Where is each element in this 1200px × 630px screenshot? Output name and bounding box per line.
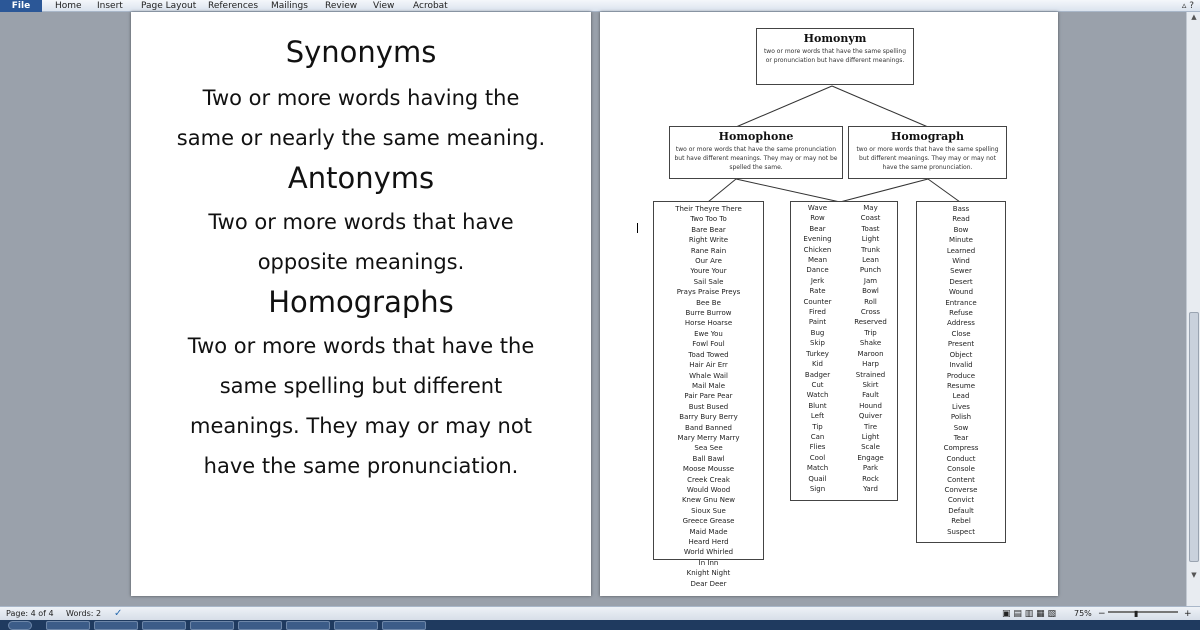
homograph-word: Entrance (945, 298, 977, 307)
homonym-word: Counter (803, 297, 832, 306)
homophone-word: Our Are (695, 257, 722, 266)
homophone-word: Band Banned (685, 423, 732, 432)
homophone-word: Bust Bused (688, 402, 729, 411)
homonym-word: Roll (864, 297, 877, 306)
homonym-word: Flies (809, 443, 826, 452)
homograph-word: Converse (944, 485, 978, 494)
homonym-word: Harp (862, 360, 879, 369)
homophone-word: Knew Gnu New (681, 496, 736, 505)
homonym-desc: two or more words that have the same spelling or pronunciation but have different meanings. (763, 48, 907, 64)
homonym-word: Rock (862, 474, 879, 483)
homonym-word: Bear (809, 224, 826, 233)
homonym-word: Row (810, 214, 825, 223)
homophone-word: Heard Herd (688, 538, 729, 546)
homonym-list-right (844, 203, 897, 500)
vertical-scrollbar[interactable] (1186, 12, 1200, 606)
homonym-word: Rate (809, 287, 826, 296)
homophone-word: Creek Creak (687, 475, 730, 484)
homophone-title: Homophone (718, 130, 794, 143)
homonym-word: Bowl (862, 287, 879, 296)
homographs-line-3: meanings. They may or may not (190, 414, 532, 438)
homonym-word: Trunk (860, 245, 881, 254)
homograph-word: Conduct (946, 454, 976, 463)
homonym-word: Scale (861, 443, 880, 452)
homophone-word: Toad Towed (688, 350, 729, 359)
homonym-word: Jam (863, 276, 878, 285)
homonym-word: Paint (808, 318, 827, 327)
homophone-word: Barry Bury Berry (679, 413, 738, 422)
homograph-list (916, 201, 1006, 543)
homophone-word: In Inn (698, 558, 719, 567)
homonym-word: Wave (807, 204, 828, 212)
homograph-word: Wound (948, 288, 974, 297)
tab-references[interactable]: References (208, 1, 259, 11)
homonym-word: Quiver (858, 412, 883, 421)
homonym-word: Light (861, 235, 880, 244)
homonym-word: Badger (804, 370, 831, 379)
homophone-word: Dear Deer (690, 579, 727, 588)
antonyms-line-1: Two or more words that have (208, 210, 514, 234)
homonym-word: Evening (803, 235, 832, 244)
help-icon[interactable]: ▵ ? (1181, 1, 1194, 11)
homograph-word: Object (949, 350, 973, 359)
homograph-word: Address (947, 319, 975, 328)
homophone-word: Moose Mousse (682, 465, 735, 474)
homograph-word: Console (947, 465, 975, 474)
zoom-level[interactable]: 75% (1074, 609, 1092, 618)
homograph-word: Resume (946, 381, 976, 390)
homograph-word: Desert (949, 277, 973, 286)
homophone-word: Greece Grease (682, 517, 735, 526)
homonym-word: Lean (862, 256, 879, 265)
homonym-word: Quail (808, 474, 827, 483)
homograph-word: Suspect (947, 527, 975, 536)
homonym-word: Cool (809, 453, 826, 462)
homophone-word: Whale Wail (689, 371, 728, 380)
homograph-word: Compress (943, 444, 979, 453)
homograph-word: Polish (950, 413, 972, 422)
homograph-word: Present (947, 340, 975, 349)
homonym-word: Coast (860, 214, 881, 223)
homonym-word: Toast (861, 224, 880, 233)
taskbar-item-2[interactable] (94, 621, 138, 630)
homonym-word: Cut (811, 380, 824, 389)
homonym-word: Blunt (808, 401, 827, 410)
homophone-word: Youre Your (690, 267, 727, 276)
taskbar (0, 620, 1200, 630)
homonym-word: Cross (860, 308, 881, 317)
zoom-in-icon[interactable]: + (1184, 609, 1192, 619)
proofing-icon[interactable]: ✓ (114, 608, 123, 619)
antonyms-line-2: opposite meanings. (257, 250, 465, 274)
heading-homographs: Homographs (268, 285, 454, 319)
homograph-word: Lead (952, 392, 970, 401)
homophone-word: Fowl Foul (692, 340, 725, 349)
homophone-word: Pair Pare Pear (684, 392, 733, 401)
homonym-word: Can (810, 432, 825, 441)
homonym-word: Watch (806, 391, 829, 400)
homophone-list (653, 201, 764, 588)
homophone-word: Bee Be (696, 298, 721, 307)
taskbar-item-8[interactable] (382, 621, 426, 630)
homographs-line-1: Two or more words that have the (187, 334, 535, 358)
homograph-word: Default (948, 506, 974, 515)
homograph-word: Invalid (949, 361, 973, 370)
zoom-slider[interactable] (1108, 611, 1178, 613)
document-canvas (0, 12, 1186, 606)
homonym-word: Fired (809, 308, 826, 317)
homonym-word: Left (810, 412, 825, 421)
homograph-word: Learned (946, 246, 976, 255)
homograph-word: Produce (946, 371, 976, 380)
tab-view[interactable]: View (373, 1, 395, 11)
homonym-word: Chicken (803, 245, 832, 254)
homograph-desc: two or more words that have the same spelling but different meanings. They may or may not have the same pronunciation. (856, 146, 999, 171)
homophone-word: Knight Night (686, 569, 731, 578)
homograph-word: Tear (953, 433, 969, 442)
homophone-word: Would Wood (686, 485, 731, 494)
homophone-word: Prays Praise Preys (676, 288, 741, 297)
file-tab[interactable]: File (0, 0, 42, 12)
homograph-word: Content (947, 475, 975, 484)
homograph-box (848, 126, 1007, 179)
tab-insert[interactable]: Insert (97, 1, 123, 11)
homonym-word: Turkey (806, 349, 829, 358)
homonym-word: Skip (810, 339, 825, 348)
homophone-word: Mary Merry Marry (677, 433, 740, 442)
homograph-word: Bass (952, 205, 970, 213)
homophone-word: Burre Burrow (685, 309, 732, 318)
homonym-word: Mean (807, 256, 828, 265)
homonym-word: Shake (859, 339, 882, 348)
taskbar-item-7[interactable] (334, 621, 378, 630)
scroll-thumb[interactable] (1189, 312, 1199, 562)
text-cursor (637, 223, 638, 233)
homophone-box (669, 126, 843, 179)
homophone-word: Maid Made (689, 527, 728, 536)
homophone-word: Sea See (694, 444, 723, 453)
homophone-word: Right Write (688, 236, 729, 245)
homonym-word: Trip (864, 328, 877, 337)
homonym-title: Homonym (803, 32, 867, 45)
homograph-title: Homograph (890, 130, 964, 143)
homograph-word: Minute (949, 236, 973, 245)
homograph-word: Sewer (950, 267, 972, 276)
homonym-word: Tip (812, 422, 823, 431)
start-button[interactable] (8, 621, 32, 630)
homophone-word: Two Too To (690, 215, 727, 224)
page-count[interactable]: Page: 4 of 4 (6, 609, 54, 618)
synonyms-line-2: same or nearly the same meaning. (176, 126, 546, 150)
view-buttons-icon[interactable]: ▣ ▤ ▥ ▦ ▧ (1002, 609, 1056, 619)
taskbar-item-4[interactable] (190, 621, 234, 630)
homophone-word: Rane Rain (690, 246, 727, 255)
homophone-word: Hair Air Err (689, 361, 728, 370)
homonym-box (756, 28, 914, 85)
homonym-word: Punch (859, 266, 882, 275)
synonyms-line-1: Two or more words having the (202, 86, 520, 110)
tab-mailings[interactable]: Mailings (271, 1, 308, 11)
heading-antonyms: Antonyms (287, 161, 435, 195)
homophone-word: Horse Hoarse (684, 319, 733, 328)
homonym-word: Reserved (854, 318, 887, 327)
homonym-word: Yard (863, 484, 878, 493)
homonym-list-left (791, 203, 844, 500)
homonym-word: Dance (806, 266, 829, 275)
homographs-line-4: have the same pronunciation. (203, 454, 519, 478)
ribbon-tabs (0, 0, 1200, 12)
homophone-word: Mail Male (691, 381, 726, 390)
taskbar-item-1[interactable] (46, 621, 90, 630)
homophone-desc: two or more words that have the same pronunciation but have different meanings. They may or may not be spelled the same. (674, 146, 838, 171)
homograph-word: Read (952, 215, 970, 224)
homonym-word: Skirt (862, 380, 879, 389)
tab-acrobat[interactable]: Acrobat (413, 1, 448, 11)
page-3 (131, 12, 591, 596)
zoom-out-icon[interactable]: − (1098, 609, 1106, 619)
homophone-word: Bare Bear (691, 225, 726, 234)
tab-home[interactable]: Home (55, 1, 82, 11)
taskbar-item-3[interactable] (142, 621, 186, 630)
homonym-word: Jerk (810, 276, 825, 285)
homonym-list (790, 201, 898, 501)
taskbar-item-6[interactable] (286, 621, 330, 630)
homophone-word: Ewe You (694, 329, 723, 338)
homophone-word: Sail Sale (693, 277, 724, 286)
homophone-word: World Whirled (683, 548, 734, 557)
homograph-word: Sow (953, 423, 969, 432)
homonym-word: Park (862, 464, 879, 473)
homograph-word: Close (951, 329, 971, 338)
homograph-word: Rebel (951, 517, 971, 526)
scroll-down-icon[interactable]: ▼ (1191, 571, 1197, 579)
word-count[interactable]: Words: 2 (66, 609, 102, 618)
tab-review[interactable]: Review (325, 1, 358, 11)
homophone-word: Their Theyre There (675, 205, 742, 213)
homograph-word: Refuse (949, 309, 973, 318)
page-1-content (131, 12, 591, 486)
homograph-word: Wind (952, 257, 970, 266)
homonym-word: Strained (855, 370, 886, 379)
homograph-word: Convict (947, 496, 975, 505)
homonym-word: Maroon (857, 349, 884, 358)
status-bar (0, 606, 1200, 620)
scroll-up-icon[interactable]: ▲ (1191, 13, 1197, 21)
heading-synonyms: Synonyms (285, 35, 437, 69)
homonym-word: Kid (812, 360, 823, 369)
homographs-line-2: same spelling but different (219, 374, 503, 398)
homograph-word: Lives (952, 402, 970, 411)
homonym-word: Fault (862, 391, 879, 400)
homonym-word: Tire (863, 422, 878, 431)
homonym-word: Bug (810, 328, 825, 337)
tab-page-layout[interactable]: Page Layout (141, 1, 197, 11)
homograph-word: Bow (953, 225, 969, 234)
homonym-word: Match (806, 464, 829, 473)
homophone-word: Sioux Sue (691, 506, 726, 515)
homophone-word: Ball Bawl (692, 454, 725, 463)
homonym-word: Sign (809, 484, 826, 493)
zoom-thumb-icon[interactable]: ▮ (1134, 609, 1139, 618)
homonym-word: Hound (859, 401, 882, 410)
page-4 (600, 12, 1058, 596)
homonym-word: Engage (857, 453, 884, 462)
homonym-word: Light (861, 432, 880, 441)
homonym-word: May (863, 204, 878, 212)
taskbar-item-5[interactable] (238, 621, 282, 630)
